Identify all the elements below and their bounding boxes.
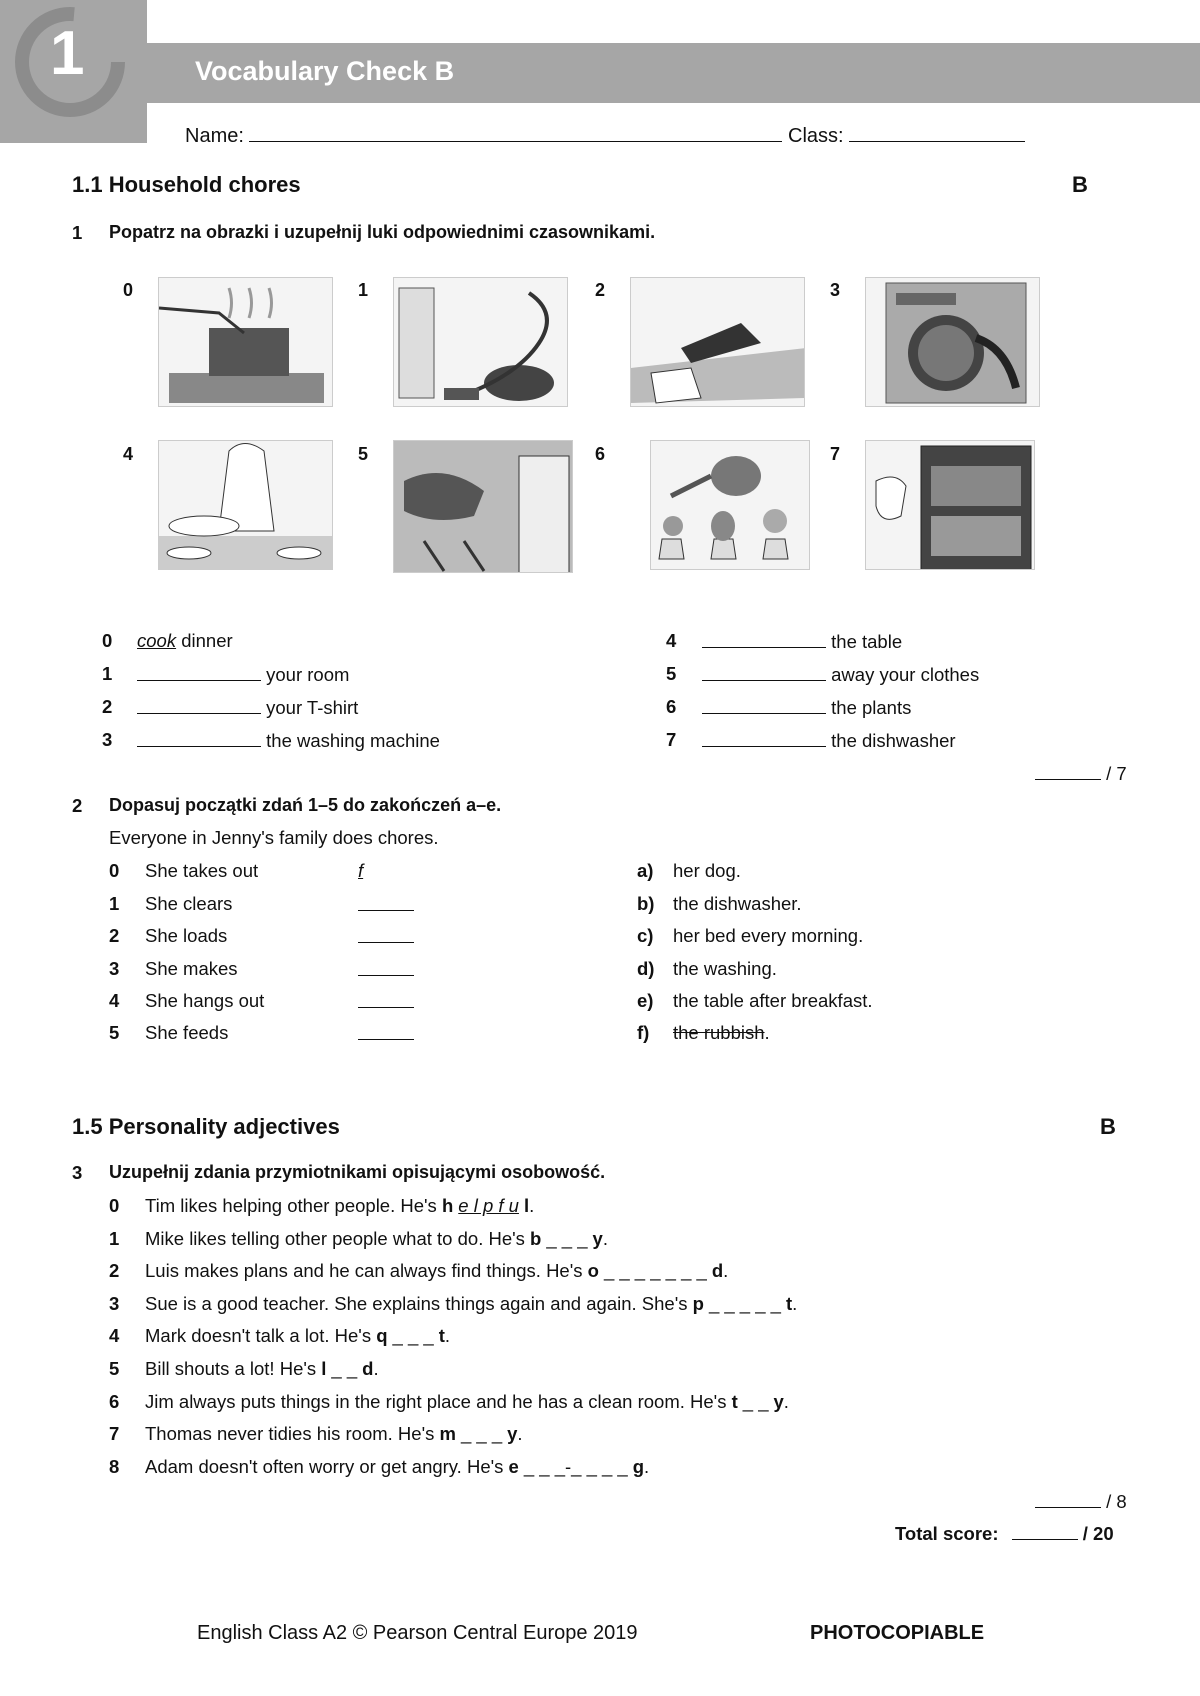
letter-gaps[interactable]: _ _ _ _ _ [708,1293,781,1314]
sentence-ending: the table after breakfast. [673,990,873,1011]
picture-number: 7 [830,444,841,464]
answer-field[interactable] [137,663,261,681]
item-number: 4 [666,630,677,651]
total-score: Total score: / 20 [895,1523,1114,1544]
sentence-item: Adam doesn't often worry or get angry. He's e _ _ _-_ _ _ _ g. [145,1456,650,1477]
list-item: your T-shirt [137,696,358,719]
last-letter: y [507,1423,518,1444]
picture-number: 3 [830,280,841,300]
first-letter: t [731,1391,738,1412]
item-number: 3 [102,729,113,750]
version-label: B [1100,1114,1116,1139]
sentence-item: Bill shouts a lot! He's l _ _ d. [145,1358,379,1379]
name-field[interactable] [249,124,782,142]
picture-number: 6 [595,444,606,464]
exercise-score: / 8 [1035,1490,1127,1513]
item-number: 1 [109,1228,120,1249]
last-letter: y [773,1391,784,1412]
item-number: 5 [666,663,677,684]
sentence-ending: the rubbish. [673,1022,770,1043]
first-letter: h [441,1195,454,1216]
plates-table-icon [158,440,333,570]
list-item: the plants [702,696,911,719]
section-title: 1.1 Household chores [72,172,301,197]
exercise-number: 2 [72,795,83,816]
picture-number: 4 [123,444,134,464]
cooking-pot-icon [158,277,333,407]
item-number: 2 [109,925,120,946]
sentence-item: Mark doesn't talk a lot. He's q _ _ _ t. [145,1325,450,1346]
first-letter: p [692,1293,704,1314]
washing-machine-icon [865,277,1040,407]
list-item: cook dinner [137,630,233,651]
sentence-beginning: She clears [145,893,233,914]
item-number: 3 [109,1293,120,1314]
item-number: 6 [109,1391,120,1412]
list-item: the washing machine [137,729,440,752]
crossed-out-ending: the rubbish [673,1022,765,1043]
picture-number: 1 [358,280,369,300]
footer-photocopiable: PHOTOCOPIABLE [810,1622,985,1644]
score-field[interactable] [1035,762,1101,780]
dishwasher-icon [865,440,1035,570]
ending-letter: b) [637,893,655,914]
exercise-instruction: Dopasuj początki zdań 1–5 do zakończeń a–e. [109,795,502,815]
class-field[interactable] [849,124,1025,142]
class-label: Class: [788,125,844,147]
exercise-instruction: Popatrz na obrazki i uzupełnij luki odpowiednimi czasownikami. [109,222,656,242]
letter-gaps[interactable]: _ _ _-_ _ _ _ [523,1456,628,1477]
footer-copyright: English Class A2 © Pearson Central Europe 2019 [197,1622,638,1644]
exercise-instruction: Uzupełnij zdania przymiotnikami opisującymi osobowość. [109,1162,606,1182]
sentence-beginning: She takes out [145,860,259,881]
answer-field[interactable] [702,729,826,747]
first-letter: l [321,1358,327,1379]
first-letter: e [508,1456,519,1477]
answer-field[interactable] [358,925,414,943]
letter-gaps[interactable]: _ _ [331,1358,358,1379]
answer-field[interactable] [358,990,414,1008]
item-number: 0 [109,1195,120,1216]
iron-icon [630,277,805,407]
name-class-line [185,124,1025,148]
item-number: 2 [109,1260,120,1281]
unit-badge [0,0,147,143]
total-score-label: Total score: [895,1523,999,1544]
letter-gaps[interactable]: _ _ _ [546,1228,588,1249]
picture-number: 5 [358,444,369,464]
item-number: 4 [109,990,120,1011]
answer-field[interactable] [358,1022,414,1040]
ending-letter: c) [637,925,654,946]
letter-gaps[interactable]: _ _ _ _ _ _ _ [603,1260,707,1281]
sentence-beginning: She feeds [145,1022,229,1043]
last-letter: l [523,1195,530,1216]
picture-number: 0 [123,280,134,300]
answer-field[interactable] [358,958,414,976]
ending-letter: e) [637,990,654,1011]
ending-letter: d) [637,958,655,979]
item-number: 8 [109,1456,120,1477]
exercise-score: / 7 [1035,762,1127,785]
last-letter: t [785,1293,793,1314]
version-label: B [1072,172,1088,197]
page-title: Vocabulary Check B [195,56,455,86]
last-letter: d [362,1358,374,1379]
item-number: 0 [109,860,120,881]
last-letter: t [438,1325,445,1346]
answer-field[interactable] [702,696,826,714]
letter-gaps[interactable]: _ _ _ [460,1423,503,1444]
item-number: 4 [109,1325,120,1346]
first-letter: m [439,1423,456,1444]
exercise-number: 3 [72,1162,83,1183]
sentence-beginning: She hangs out [145,990,265,1011]
item-number: 1 [109,893,120,914]
item-number: 7 [109,1423,120,1444]
total-score-field[interactable] [1012,1522,1078,1540]
answer-field[interactable] [702,630,826,648]
last-letter: d [711,1260,724,1281]
sentence-ending: her bed every morning. [673,925,864,946]
watering-can-icon [650,440,810,570]
item-number: 5 [109,1358,120,1379]
item-number: 7 [666,729,677,750]
exercise-intro: Everyone in Jenny's family does chores. [109,827,439,848]
sentence-item: Thomas never tidies his room. He's m _ _ _ y. [145,1423,523,1444]
first-letter: b [530,1228,542,1249]
sentence-ending: the washing. [673,958,777,979]
list-item: the table [702,630,902,653]
letter-gaps[interactable]: _ _ [742,1391,769,1412]
answer-field[interactable] [702,663,826,681]
item-number: 0 [102,630,113,651]
ending-letter: a) [637,860,654,881]
section-title: 1.5 Personality adjectives [72,1114,340,1139]
item-number: 1 [102,663,113,684]
sentence-beginning: She loads [145,925,228,946]
sentence-item: Mike likes telling other people what to do. He's b _ _ _ y. [145,1228,608,1249]
item-number: 3 [109,958,120,979]
unit-number: 1 [50,19,85,88]
exercise-number: 1 [72,222,83,243]
example-answer: cook [137,630,177,651]
answer-field[interactable] [137,729,261,747]
answer-field[interactable] [137,696,261,714]
item-number: 5 [109,1022,120,1043]
example-answer: e l p f u [458,1195,519,1216]
sentence-item: Jim always puts things in the right place and he has a clean room. He's t _ _ y. [145,1391,789,1412]
list-item: your room [137,663,349,686]
sentence-beginning: She makes [145,958,238,979]
sentence-item: Sue is a good teacher. She explains things again and again. She's p _ _ _ _ _ t. [145,1293,798,1314]
first-letter: o [587,1260,599,1281]
vacuum-cleaner-icon [393,277,568,407]
letter-gaps[interactable]: _ _ _ [392,1325,434,1346]
last-letter: g [632,1456,645,1477]
picture-number: 2 [595,280,606,300]
item-number: 2 [102,696,113,717]
wardrobe-clothes-icon [393,440,573,573]
name-label: Name: [185,125,244,147]
list-item: away your clothes [702,663,979,686]
ending-letter: f) [637,1022,650,1043]
sentence-ending: her dog. [673,860,741,881]
list-item: the dishwasher [702,729,956,752]
last-letter: y [592,1228,603,1249]
sentence-ending: the dishwasher. [673,893,802,914]
example-answer: f [358,860,364,881]
item-number: 6 [666,696,677,717]
answer-field[interactable] [358,893,414,911]
sentence-item: Luis makes plans and he can always find things. He's o _ _ _ _ _ _ _ d. [145,1260,729,1281]
score-field[interactable] [1035,1490,1101,1508]
sentence-item: Tim likes helping other people. He's h e l p f u l. [145,1195,535,1216]
first-letter: q [376,1325,388,1346]
